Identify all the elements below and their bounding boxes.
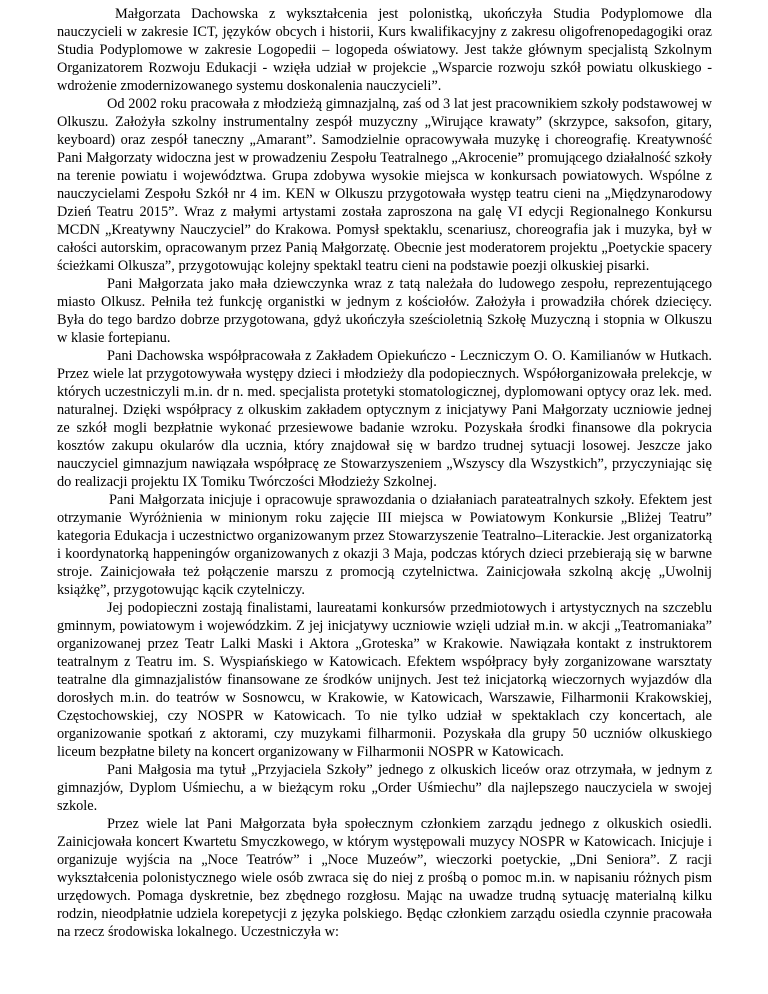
paragraph-theatre-reports: Pani Małgorzata inicjuje i opracowuje sprawozdania o działaniach parateatralnych szkoły. Efektem jest otrzymanie Wyróżnienia w minionym roku zajęcie III miejsca w Powiatowym Konkursie „Bliżej Teatru” kategoria Edukacja i uczestnictwo organizowanym przez Stowarzyszenie Teatralno–Literackie. Jest organizatorką i koordynatorką happeningów organizowanych z okazji 3 Maja, podczas których dzieci przebierają się w barwne stroje. Zainicjowała też połączenie marszu z promocją czytelnictwa. Zainicjowała szkolną akcję „Uwolnij książkę”, przygotowując kącik czytelniczy. xyxy=(57,492,712,598)
document-body xyxy=(57,5,712,941)
paragraph-cooperation: Pani Dachowska współpracowała z Zakładem Opiekuńczo - Leczniczym O. O. Kamilianów w Hutkach. Przez wiele lat przygotowywała występy dzieci i młodzieży dla podopiecznych. Współorganizowała prelekcje, w których uczestniczyli m.in. dr n. med. specjalista protetyki stomatologicznej, dyplomowani optycy oraz lek. med. naturalnej. Dzięki współpracy z olkuskim zakładem optycznym z inicjatywy Pani Małgorzaty uczniowie jednej ze szkół mogli bezpłatnie wykonać przesiewowe badanie wzroku. Pozyskała środki finansowe dla pokrycia kosztów zakupu okularów dla ucznia, który znajdował się w bardzo trudnej sytuacji losowej. Jeszcze jako nauczyciel gimnazjum nawiązała współpracę ze Stowarzyszeniem „Wszyscy dla Wszystkich”, przyczyniając się do realizacji projektu IX Tomiku Twórczości Młodzieży Szkolnej. xyxy=(57,348,712,490)
paragraph-education: Małgorzata Dachowska z wykształcenia jest polonistką, ukończyła Studia Podyplomowe dla nauczycieli w zakresie ICT, języków obcych i historii, Kurs kwalifikacyjny z zakresu oligofrenopedagogiki oraz Studia Podyplomowe w zakresie Logopedii – logopeda oświatowy. Jest także głównym specjalistą Szkolnym Organizatorem Rozwoju Edukacji - wzięła udział w projekcie „Wsparcie rozwoju szkół powiatu olkuskiego - wdrożenie zmodernizowanego systemu doskonalenia nauczycieli”. xyxy=(57,6,712,94)
paragraph-community: Przez wiele lat Pani Małgorzata była społecznym członkiem zarządu jednego z olkuskich osiedli. Zainicjowała koncert Kwartetu Smyczkowego, w którym występowali muzycy NOSPR w Katowicach. Inicjuje i organizuje wyjścia na „Noce Teatrów” i „Noce Muzeów”, wieczorki poetyckie, „Dni Seniora”. Z racji wykształcenia polonistycznego wiele osób zwraca się do niej z prośbą o pomoc m.in. w napisaniu różnych pism urzędowych. Pomaga dyskretnie, bez zbędnego rozgłosu. Mając na uwadze trudną sytuację materialną kilku rodzin, nieodpłatnie udziela korepetycji z języka polskiego. Będąc członkiem zarządu osiedla czynnie pracowała na rzecz środowiska lokalnego. Uczestniczyła w: xyxy=(57,816,712,940)
paragraph-career: Od 2002 roku pracowała z młodzieżą gimnazjalną, zaś od 3 lat jest pracownikiem szkoły podstawowej w Olkuszu. Założyła szkolny instrumentalny zespół muzyczny „Wirujące krawaty” (skrzypce, saksofon, gitary, keyboard) oraz zespół taneczny „Amarant”. Samodzielnie opracowywała muzykę i choreografię. Kreatywność Pani Małgorzaty widoczna jest w prowadzeniu Zespołu Teatralnego „Akrocenie” promującego działalność szkoły na terenie powiatu i województwa. Grupa zdobywa wysokie miejsca w konkursach powiatowych. Wspólne z nauczycielami Zespołu Szkół nr 4 im. KEN w Olkuszu przygotowała występ teatru cieni na „Międzynarodowy Dzień Teatru 2015”. Wraz z małymi artystami została zaproszona na galę VI edycji Regionalnego Konkursu MCDN „Kreatywny Nauczyciel” do Krakowa. Pomysł spektaklu, scenariusz, choreografia jak i muzyka, był w całości autorskim, opracowanym przez Panią Małgorzatę. Obecnie jest moderatorem projektu „Poetyckie spacery ścieżkami Olkusza”, przygotowując kolejny spektakl teatru cieni na podstawie poezji olkuskiej pisarki. xyxy=(57,96,712,274)
paragraph-students-achievements: Jej podopieczni zostają finalistami, laureatami konkursów przedmiotowych i artystycznych na szczeblu gminnym, powiatowym i wojewódzkim. Z jej inicjatywy uczniowie wzięli udział m.in. w akcji „Teatromaniaka” organizowanej przez Teatr Lalki Maski i Aktora „Groteska” w Krakowie. Nawiązała kontakt z instruktorem teatralnym z Teatru im. S. Wyspiańskiego w Katowicach. Efektem współpracy były zorganizowane warsztaty teatralne dla gimnazjalistów finansowane ze środków unijnych. Jest też inicjatorką wieczornych wyjazdów dla dorosłych m.in. do teatrów w Sosnowcu, w Krakowie, w Katowicach, Warszawie, Filharmonii Krakowskiej, Częstochowskiej, czy NOSPR w Katowicach. To nie tylko udział w spektaklach czy koncertach, ale organizowanie spotkań z aktorami, czy muzykami filharmonii. Pozyskała dla grupy 50 uczniów olkuskiego liceum bezpłatne bilety na koncert organizowany w Filharmonii NOSPR w Katowicach. xyxy=(57,600,712,760)
paragraph-childhood: Pani Małgorzata jako mała dziewczynka wraz z tatą należała do ludowego zespołu, reprezentującego miasto Olkusz. Pełniła też funkcję organistki w jednym z kościołów. Założyła i prowadziła chórek dziecięcy. Była do tego bardzo dobrze przygotowana, gdyż ukończyła sześcioletnią Szkołę Muzyczną i stopnia w Olkuszu w klasie fortepianu. xyxy=(57,276,712,346)
paragraph-awards: Pani Małgosia ma tytuł „Przyjaciela Szkoły” jednego z olkuskich liceów oraz otrzymała, w jednym z gimnazjów, Dyplom Uśmiechu, a w bieżącym roku „Order Uśmiechu” dla najlepszego nauczyciela w swojej szkole. xyxy=(57,762,712,814)
